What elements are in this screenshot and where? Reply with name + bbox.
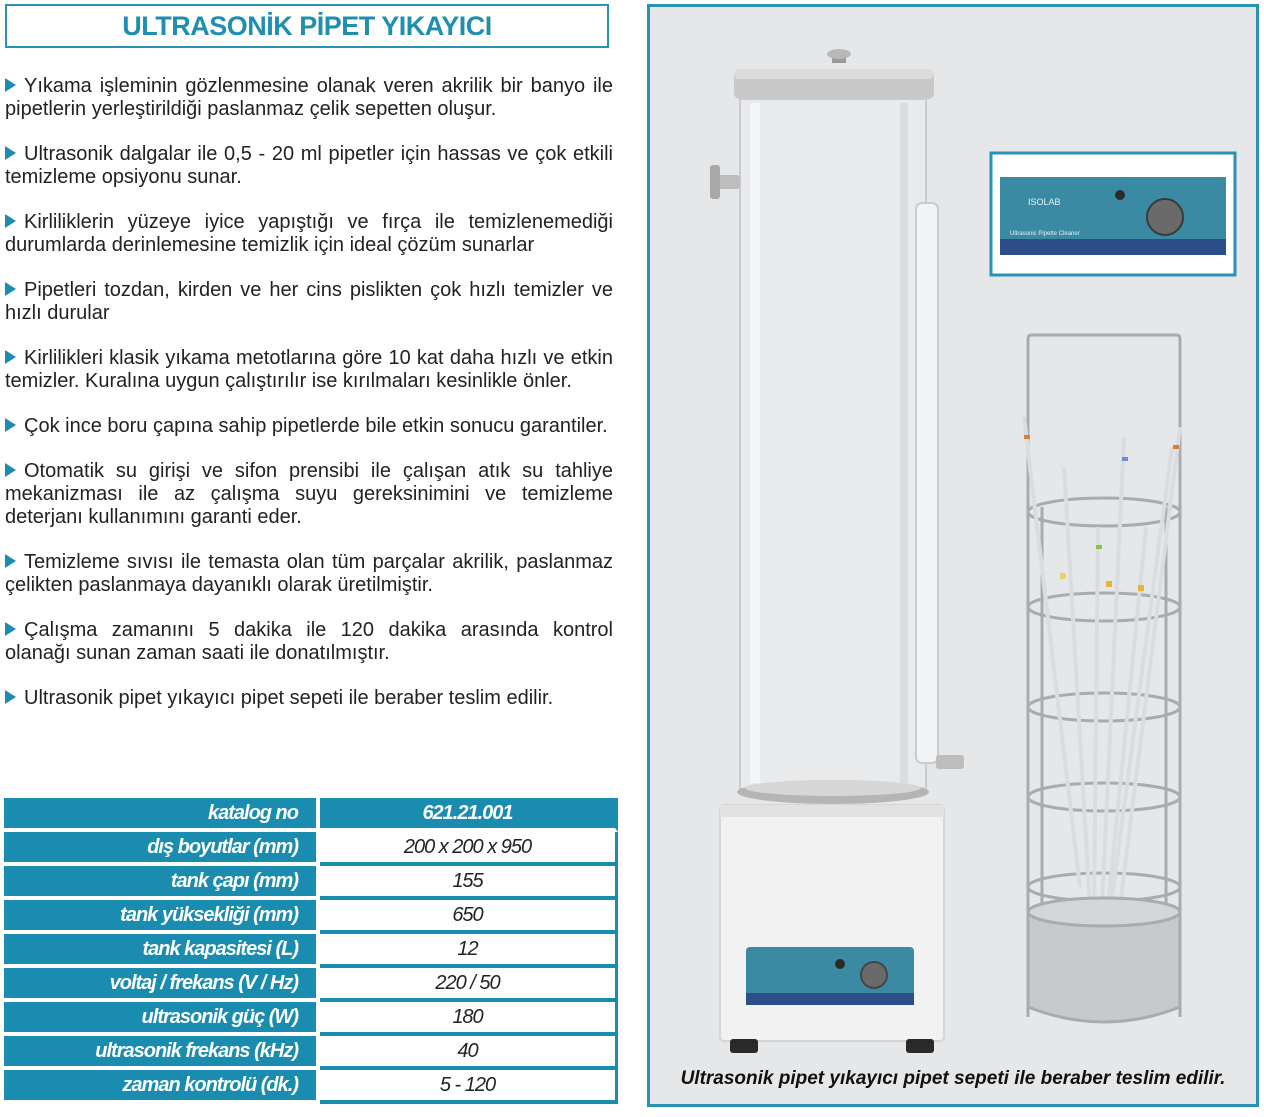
- spec-label: tank kapasitesi (L): [4, 934, 320, 968]
- spec-row: [4, 900, 618, 934]
- product-photo: [647, 4, 1259, 1107]
- feature-item: Yıkama işleminin gözlenmesine olanak veren akrilik bir banyo ile pipetlerin yerleştirildiği paslanmaz çelik sepetten oluşur.: [5, 75, 613, 120]
- spec-row: [4, 832, 618, 866]
- spec-row: [4, 1002, 618, 1036]
- feature-item: Kirliliklerin yüzeye iyice yapıştığı ve fırça ile temizlenemediği durumlarda derinlemesine temizlik için ideal çözüm sunarlar: [5, 211, 613, 256]
- arrow-right-icon: [5, 418, 16, 432]
- spec-value: 220 / 50: [320, 968, 618, 1002]
- spec-value: 180: [320, 1002, 618, 1036]
- spec-table: [4, 798, 618, 1104]
- title-box: [5, 4, 609, 48]
- feature-item: Ultrasonik dalgalar ile 0,5 - 20 ml pipetler için hassas ve çok etkili temizleme opsiyonu sunar.: [5, 143, 613, 188]
- spec-row: [4, 968, 618, 1002]
- spec-value: 621.21.001: [320, 798, 618, 832]
- arrow-right-icon: [5, 282, 16, 296]
- pipette-basket: [1024, 335, 1180, 1022]
- feature-item: Çok ince boru çapına sahip pipetlerde bile etkin sonucu garantiler.: [5, 415, 613, 438]
- spec-row: [4, 1070, 618, 1104]
- spec-label: tank yüksekliği (mm): [4, 900, 320, 934]
- feature-item: Kirlilikleri klasik yıkama metotlarına göre 10 kat daha hızlı ve etkin temizler. Kuralına uygun çalıştırılır ise kırılmaları kesinlikle önler.: [5, 347, 613, 392]
- feature-item: Pipetleri tozdan, kirden ve her cins pislikten çok hızlı temizler ve hızlı durular: [5, 279, 613, 324]
- arrow-right-icon: [5, 214, 16, 228]
- spec-label: ultrasonik frekans (kHz): [4, 1036, 320, 1070]
- spec-value: 40: [320, 1036, 618, 1070]
- spec-label: voltaj / frekans (V / Hz): [4, 968, 320, 1002]
- arrow-right-icon: [5, 554, 16, 568]
- feature-item: Ultrasonik pipet yıkayıcı pipet sepeti ile beraber teslim edilir.: [5, 687, 613, 710]
- spec-row: [4, 866, 618, 900]
- arrow-right-icon: [5, 463, 16, 477]
- spec-row: [4, 934, 618, 968]
- feature-item: Çalışma zamanını 5 dakika ile 120 dakika arasında kontrol olanağı sunan zaman saati ile donatılmıştır.: [5, 619, 613, 664]
- spec-label: katalog no: [4, 798, 320, 832]
- spec-label: dış boyutlar (mm): [4, 832, 320, 866]
- arrow-right-icon: [5, 690, 16, 704]
- spec-value: 650: [320, 900, 618, 934]
- spec-value: 5 - 120: [320, 1070, 618, 1104]
- feature-item: Otomatik su girişi ve sifon prensibi ile çalışan atık su tahliye mekanizması ile az çalışma suyu gereksinimini ve temizleme deterjanı kullanımını garanti eder.: [5, 460, 613, 528]
- spec-label: ultrasonik güç (W): [4, 1002, 320, 1036]
- inset-brand: ISOLAB: [1028, 197, 1061, 207]
- spec-value: 155: [320, 866, 618, 900]
- spec-value: 200 x 200 x 950: [320, 832, 618, 866]
- feature-list: [5, 75, 613, 732]
- feature-item: Temizleme sıvısı ile temasta olan tüm parçalar akrilik, paslanmaz çelikten paslanmaya dayanıklı olarak üretilmiştir.: [5, 551, 613, 596]
- arrow-right-icon: [5, 146, 16, 160]
- spec-value: 12: [320, 934, 618, 968]
- spec-row: [4, 1036, 618, 1070]
- photo-caption: Ultrasonik pipet yıkayıcı pipet sepeti ile beraber teslim edilir.: [680, 1068, 1226, 1089]
- control-panel-inset: [991, 153, 1235, 275]
- arrow-right-icon: [5, 622, 16, 636]
- pipette-washer: [710, 49, 964, 1053]
- arrow-right-icon: [5, 350, 16, 364]
- spec-label: tank çapı (mm): [4, 866, 320, 900]
- arrow-right-icon: [5, 78, 16, 92]
- product-illustration: [650, 7, 1256, 1104]
- spec-row: [4, 798, 618, 832]
- page-title: ULTRASONİK PİPET YIKAYICI: [122, 10, 492, 41]
- inset-label: Ultrasonic Pipette Cleaner: [1010, 231, 1080, 237]
- spec-label: zaman kontrolü (dk.): [4, 1070, 320, 1104]
